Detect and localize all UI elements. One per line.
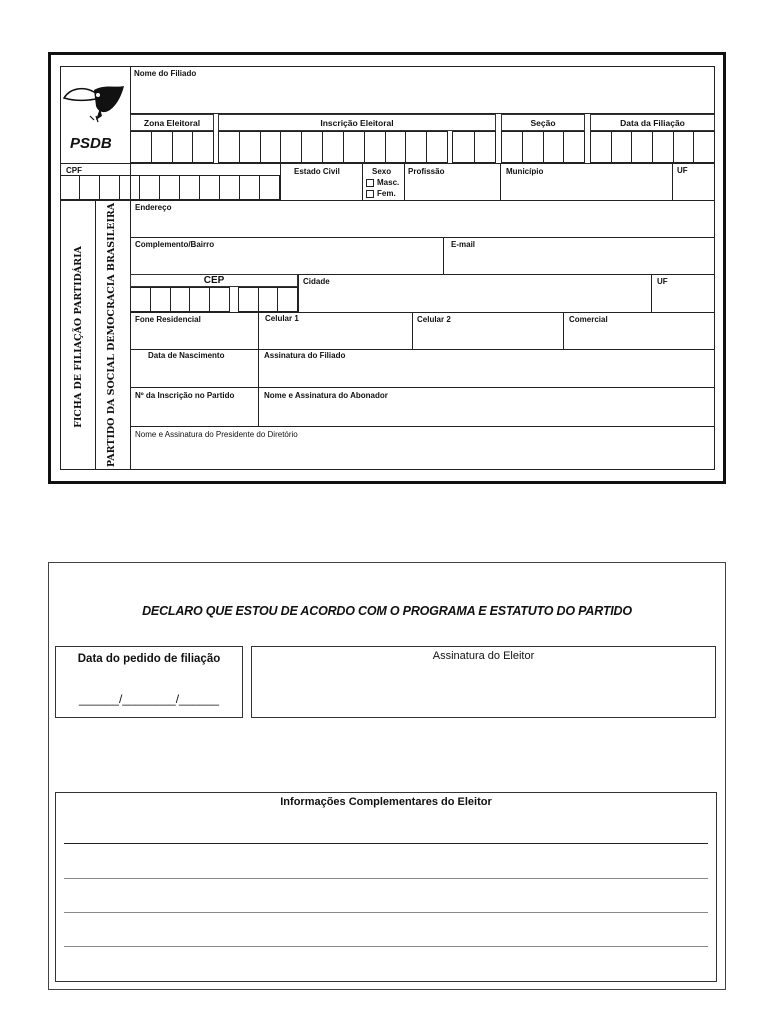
label-abonador: Nome e Assinatura do Abonador — [264, 391, 388, 400]
data-filiacao-cells[interactable] — [590, 131, 715, 163]
checkbox-fem[interactable] — [366, 190, 374, 198]
info-line-1[interactable] — [64, 843, 708, 844]
label-complemento: Complemento/Bairro — [135, 240, 215, 249]
date-blank: ______/________/______ — [78, 692, 220, 706]
label-inscricao-eleitoral: Inscrição Eleitoral — [320, 118, 394, 128]
psdb-logo-text: PSDB — [70, 135, 112, 152]
label-num-inscricao-partido: Nº da Inscrição no Partido — [135, 391, 235, 400]
label-fone-residencial: Fone Residencial — [135, 315, 201, 324]
label-sexo: Sexo — [372, 167, 392, 176]
toucan-icon — [60, 76, 130, 128]
label-celular-1: Celular 1 — [265, 314, 299, 323]
zona-eleitoral-cells[interactable] — [130, 131, 214, 163]
label-cpf: CPF — [66, 166, 82, 175]
label-nome-filiado: Nome do Filiado — [134, 69, 197, 78]
label-uf-2: UF — [657, 277, 668, 286]
secao-cells[interactable] — [501, 131, 585, 163]
label-secao: Seção — [530, 118, 556, 128]
inscricao-eleitoral-cells[interactable] — [218, 131, 448, 163]
label-celular-2: Celular 2 — [417, 315, 451, 324]
label-data-filiacao: Data da Filiação — [620, 118, 685, 128]
label-estado-civil: Estado Civil — [294, 167, 340, 176]
label-cidade: Cidade — [303, 277, 330, 286]
info-line-3[interactable] — [64, 912, 708, 913]
label-masc: Masc. — [377, 178, 400, 187]
label-data-nascimento: Data de Nascimento — [148, 351, 225, 360]
label-assinatura-eleitor: Assinatura do Eleitor — [432, 650, 535, 662]
label-endereco: Endereço — [135, 203, 172, 212]
label-presidente-diretorio: Nome e Assinatura do Presidente do Diretório — [135, 430, 298, 439]
info-line-4[interactable] — [64, 946, 708, 947]
label-municipio: Município — [506, 167, 544, 176]
label-assinatura-filiado: Assinatura do Filiado — [264, 351, 346, 360]
declaration-text: DECLARO QUE ESTOU DE ACORDO COM O PROGRAMA E ESTATUTO DO PARTIDO — [142, 604, 632, 618]
label-data-pedido: Data do pedido de filiação — [77, 653, 221, 665]
inscricao-eleitoral-dv-cells[interactable] — [452, 131, 496, 163]
cep-cells[interactable] — [130, 287, 230, 312]
label-cep: CEP — [203, 275, 225, 286]
cep-suffix-cells[interactable] — [238, 287, 298, 312]
label-email: E-mail — [451, 240, 476, 249]
vertical-title-partido: PARTIDO DA SOCIAL DEMOCRACIA BRASILEIRA — [106, 202, 117, 468]
label-uf: UF — [677, 166, 688, 175]
label-info-complementares: Informações Complementares do Eleitor — [280, 796, 492, 808]
checkbox-masc[interactable] — [366, 179, 374, 187]
info-complementares-box — [55, 792, 717, 982]
label-fem: Fem. — [377, 189, 396, 198]
label-zona-eleitoral: Zona Eleitoral — [143, 118, 201, 128]
label-comercial: Comercial — [569, 315, 608, 324]
label-profissao: Profissão — [408, 167, 445, 176]
cpf-cells[interactable] — [60, 175, 280, 200]
info-line-2[interactable] — [64, 878, 708, 879]
vertical-title-ficha: FICHA DE FILIAÇÃO PARTIDÁRIA — [73, 246, 84, 428]
